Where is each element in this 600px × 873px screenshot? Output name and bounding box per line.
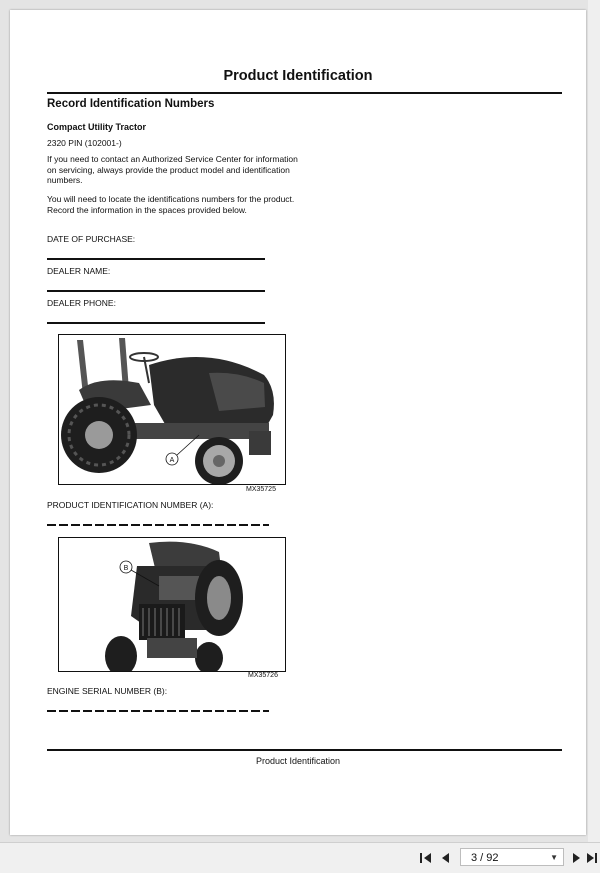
- engine-serial-label: ENGINE SERIAL NUMBER (B):: [47, 686, 168, 696]
- date-of-purchase-blank: [47, 258, 265, 260]
- pin-label: PRODUCT IDENTIFICATION NUMBER (A):: [47, 500, 214, 510]
- document-page: [10, 10, 586, 835]
- paragraph-2: You will need to locate the identifications numbers for the product. Record the information in the spaces provided below.: [47, 194, 295, 215]
- dealer-phone-blank: [47, 322, 265, 324]
- engine-illustration: [59, 538, 285, 671]
- prev-page-icon[interactable]: [438, 850, 454, 866]
- tractor-illustration: [59, 335, 285, 484]
- page-indicator: 3 / 92: [471, 852, 499, 864]
- first-page-icon[interactable]: [418, 850, 434, 866]
- dealer-name-blank: [47, 290, 265, 292]
- dealer-phone-label: DEALER PHONE:: [47, 298, 116, 308]
- page-number-select[interactable]: [460, 848, 564, 866]
- figure2-code: MX35726: [248, 672, 278, 679]
- engine-serial-blank: [47, 710, 269, 712]
- subheading: Compact Utility Tractor: [47, 122, 147, 132]
- callout-a: A: [169, 457, 175, 464]
- page-title: Product Identification: [223, 68, 373, 84]
- footer-rule: [47, 749, 562, 751]
- vertical-scrollbar[interactable]: [588, 0, 600, 842]
- figure1-code: MX35725: [246, 486, 276, 493]
- viewer-toolbar: [0, 842, 600, 873]
- page-footer: Product Identification: [255, 756, 341, 766]
- dealer-name-label: DEALER NAME:: [47, 266, 111, 276]
- title-rule: [47, 92, 562, 94]
- section-heading: Record Identification Numbers: [47, 98, 215, 110]
- callout-b: B: [123, 565, 129, 572]
- last-page-icon[interactable]: [584, 850, 600, 866]
- pin-blank: [47, 524, 269, 526]
- paragraph-1: If you need to contact an Authorized Service Center for information on servicing, always provide the product model and identification numbers.: [47, 154, 298, 185]
- engine-figure: [58, 537, 286, 672]
- chevron-down-icon: ▼: [550, 853, 558, 862]
- next-page-icon[interactable]: [568, 850, 584, 866]
- tractor-figure: [58, 334, 286, 485]
- date-of-purchase-label: DATE OF PURCHASE:: [47, 234, 136, 244]
- model-pin-text: 2320 PIN (102001-): [47, 138, 122, 148]
